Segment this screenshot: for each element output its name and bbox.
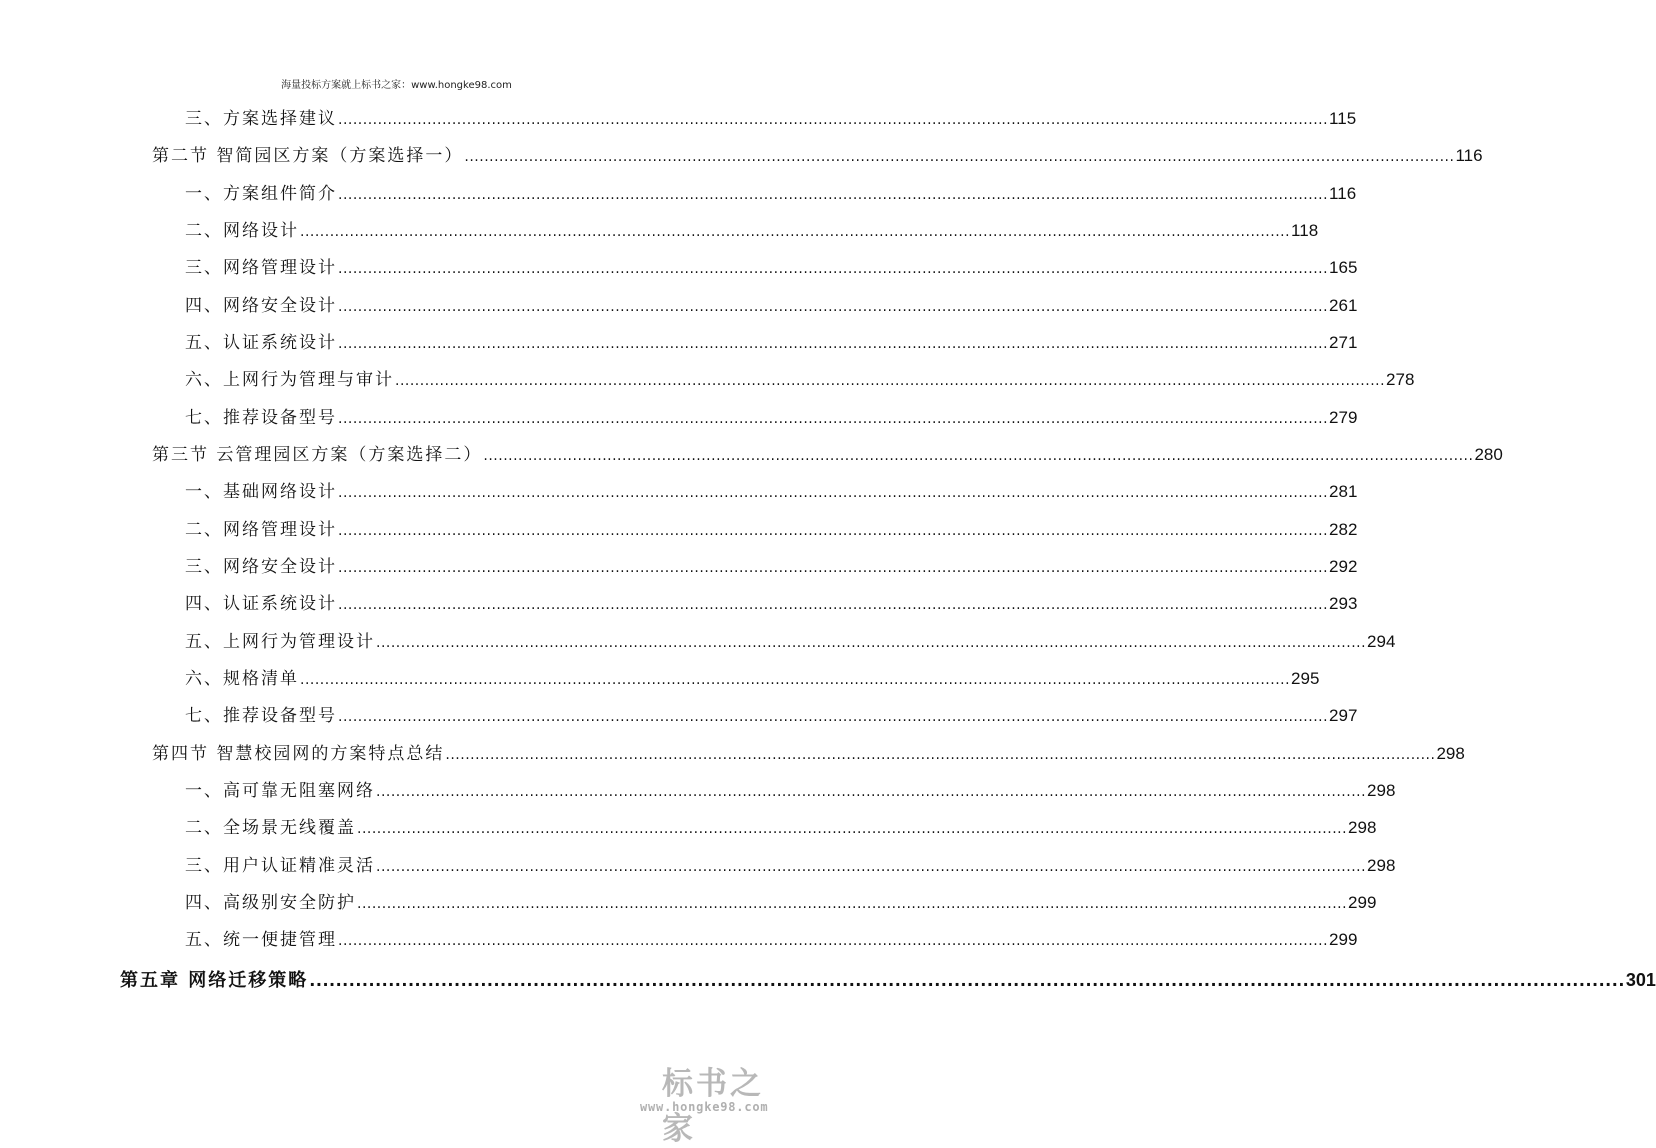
- toc-entry-title: 第二节 智简园区方案（方案选择一）: [152, 146, 464, 166]
- toc-page-number: 298: [1348, 818, 1377, 837]
- toc-page-number: 280: [1474, 445, 1503, 464]
- toc-page-number: 118: [1291, 221, 1319, 240]
- toc-page-number: 297: [1329, 706, 1358, 725]
- toc-page-number: 299: [1329, 930, 1358, 949]
- toc-entry-title: 六、上网行为管理与审计: [185, 370, 394, 390]
- toc-dot-leader: ........................................................................................................................................................................................................: [338, 485, 1329, 501]
- toc-dot-leader: ........................................................................................................................................................................................................: [338, 560, 1329, 576]
- toc-entry: [185, 813, 1377, 843]
- toc-page-number: 299: [1348, 893, 1377, 912]
- toc-dot-leader: ........................................................................................................................................................................................................: [338, 523, 1329, 539]
- toc-entry-title: 一、方案组件简介: [185, 184, 337, 204]
- toc-dot-leader: ........................................................................................................................................................................................................: [483, 448, 1474, 464]
- toc-entry-title: 六、规格清单: [185, 669, 299, 689]
- toc-entry: [185, 776, 1396, 806]
- toc-entry-title: 一、高可靠无阻塞网络: [185, 781, 375, 801]
- toc-entry: [185, 925, 1358, 955]
- toc-entry-title: 五、上网行为管理设计: [185, 632, 375, 652]
- toc-page-number: 298: [1367, 856, 1396, 875]
- logo-url: www.hongke98.com: [640, 1100, 769, 1114]
- toc-entry: [185, 291, 1358, 321]
- toc-page-number: 301: [1625, 970, 1656, 990]
- toc-page-number: 293: [1329, 594, 1358, 613]
- toc-entry: [152, 739, 1465, 769]
- toc-entry-title: 二、全场景无线覆盖: [185, 818, 356, 838]
- toc-page-number: 261: [1329, 296, 1358, 315]
- toc-dot-leader: ........................................................................................................................................................................................................: [357, 896, 1348, 912]
- toc-entry-title: 四、认证系统设计: [185, 594, 337, 614]
- toc-dot-leader: ........................................................................................................................................................................................................: [338, 187, 1329, 203]
- toc-entry: [185, 851, 1396, 881]
- toc-dot-leader: ........................................................................................................................................................................................................: [338, 411, 1329, 427]
- toc-entry: [185, 365, 1415, 395]
- toc-page-number: 278: [1386, 370, 1415, 389]
- toc-page-number: 292: [1329, 557, 1358, 576]
- toc-dot-leader: ........................................................................................................................................................................................................: [309, 971, 1625, 990]
- toc-page-number: 271: [1329, 333, 1358, 352]
- toc-dot-leader: ........................................................................................................................................................................................................: [357, 821, 1348, 837]
- toc-dot-leader: ........................................................................................................................................................................................................: [338, 933, 1329, 949]
- toc-page-number: 294: [1367, 632, 1396, 651]
- toc-page-number: 295: [1291, 669, 1320, 688]
- toc-entry: [185, 701, 1358, 731]
- toc-dot-leader: ........................................................................................................................................................................................................: [338, 261, 1329, 277]
- toc-entry-title: 三、方案选择建议: [185, 109, 337, 129]
- toc-entry-title: 二、网络管理设计: [185, 520, 337, 540]
- toc-entry: [185, 328, 1358, 358]
- toc-entry-title: 五、认证系统设计: [185, 333, 337, 353]
- toc-entry: [185, 552, 1358, 582]
- toc-page-number: 116: [1455, 146, 1483, 165]
- toc-entry: [185, 403, 1358, 433]
- toc-entry: [185, 664, 1320, 694]
- toc-page-number: 298: [1367, 781, 1396, 800]
- toc-entry-title: 四、网络安全设计: [185, 296, 337, 316]
- toc-dot-leader: ........................................................................................................................................................................................................: [338, 597, 1329, 613]
- toc-entry: [185, 627, 1396, 657]
- toc-entry: [185, 216, 1319, 246]
- toc-entry-title: 三、用户认证精准灵活: [185, 856, 375, 876]
- toc-dot-leader: ........................................................................................................................................................................................................: [338, 299, 1329, 315]
- toc-page-number: 116: [1329, 184, 1357, 203]
- toc-entry-title: 三、网络管理设计: [185, 258, 337, 278]
- toc-dot-leader: ........................................................................................................................................................................................................: [338, 709, 1329, 725]
- toc-entry: [185, 589, 1358, 619]
- toc-entry-title: 一、基础网络设计: [185, 482, 337, 502]
- toc-entry: [185, 253, 1358, 283]
- toc-dot-leader: ........................................................................................................................................................................................................: [338, 336, 1329, 352]
- logo-text: 标书之家: [662, 1066, 764, 1147]
- toc-entry: [185, 515, 1358, 545]
- toc-entry-title: 七、推荐设备型号: [185, 706, 337, 726]
- toc-dot-leader: ........................................................................................................................................................................................................: [300, 224, 1291, 240]
- toc-entry: [152, 440, 1503, 470]
- toc-dot-leader: ........................................................................................................................................................................................................: [338, 112, 1329, 128]
- toc-page-number: 298: [1436, 744, 1465, 763]
- toc-entry-title: 七、推荐设备型号: [185, 408, 337, 428]
- toc-entry: [185, 888, 1377, 918]
- toc-entry-title: 五、统一便捷管理: [185, 930, 337, 950]
- toc-entry-title: 三、网络安全设计: [185, 557, 337, 577]
- toc-entry: [185, 179, 1357, 209]
- toc-dot-leader: ........................................................................................................................................................................................................: [464, 149, 1455, 165]
- toc-entry: [185, 104, 1357, 134]
- toc-page-number: 281: [1329, 482, 1358, 501]
- toc-entry-title: 四、高级别安全防护: [185, 893, 356, 913]
- toc-page-number: 279: [1329, 408, 1358, 427]
- toc-entry-title: 二、网络设计: [185, 221, 299, 241]
- page-header: 海量投标方案就上标书之家：www.hongke98.com: [281, 80, 512, 91]
- toc-page-number: 282: [1329, 520, 1358, 539]
- watermark-logo: [640, 1058, 790, 1147]
- toc-dot-leader: ........................................................................................................................................................................................................: [395, 373, 1386, 389]
- toc-page-number: 165: [1329, 258, 1358, 277]
- toc-entry-title: 第五章 网络迁移策略: [120, 970, 309, 991]
- toc-entry-title: 第三节 云管理园区方案（方案选择二）: [152, 445, 483, 465]
- toc-dot-leader: ........................................................................................................................................................................................................: [376, 784, 1367, 800]
- toc-dot-leader: ........................................................................................................................................................................................................: [376, 859, 1367, 875]
- toc-chapter-entry: [120, 965, 1656, 995]
- toc-dot-leader: ........................................................................................................................................................................................................: [376, 635, 1367, 651]
- toc-entry-title: 第四节 智慧校园网的方案特点总结: [152, 744, 445, 764]
- toc-entry: [185, 477, 1358, 507]
- toc-entry: [152, 141, 1483, 171]
- toc-dot-leader: ........................................................................................................................................................................................................: [445, 747, 1436, 763]
- toc-dot-leader: ........................................................................................................................................................................................................: [300, 672, 1291, 688]
- toc-page-number: 115: [1329, 109, 1357, 128]
